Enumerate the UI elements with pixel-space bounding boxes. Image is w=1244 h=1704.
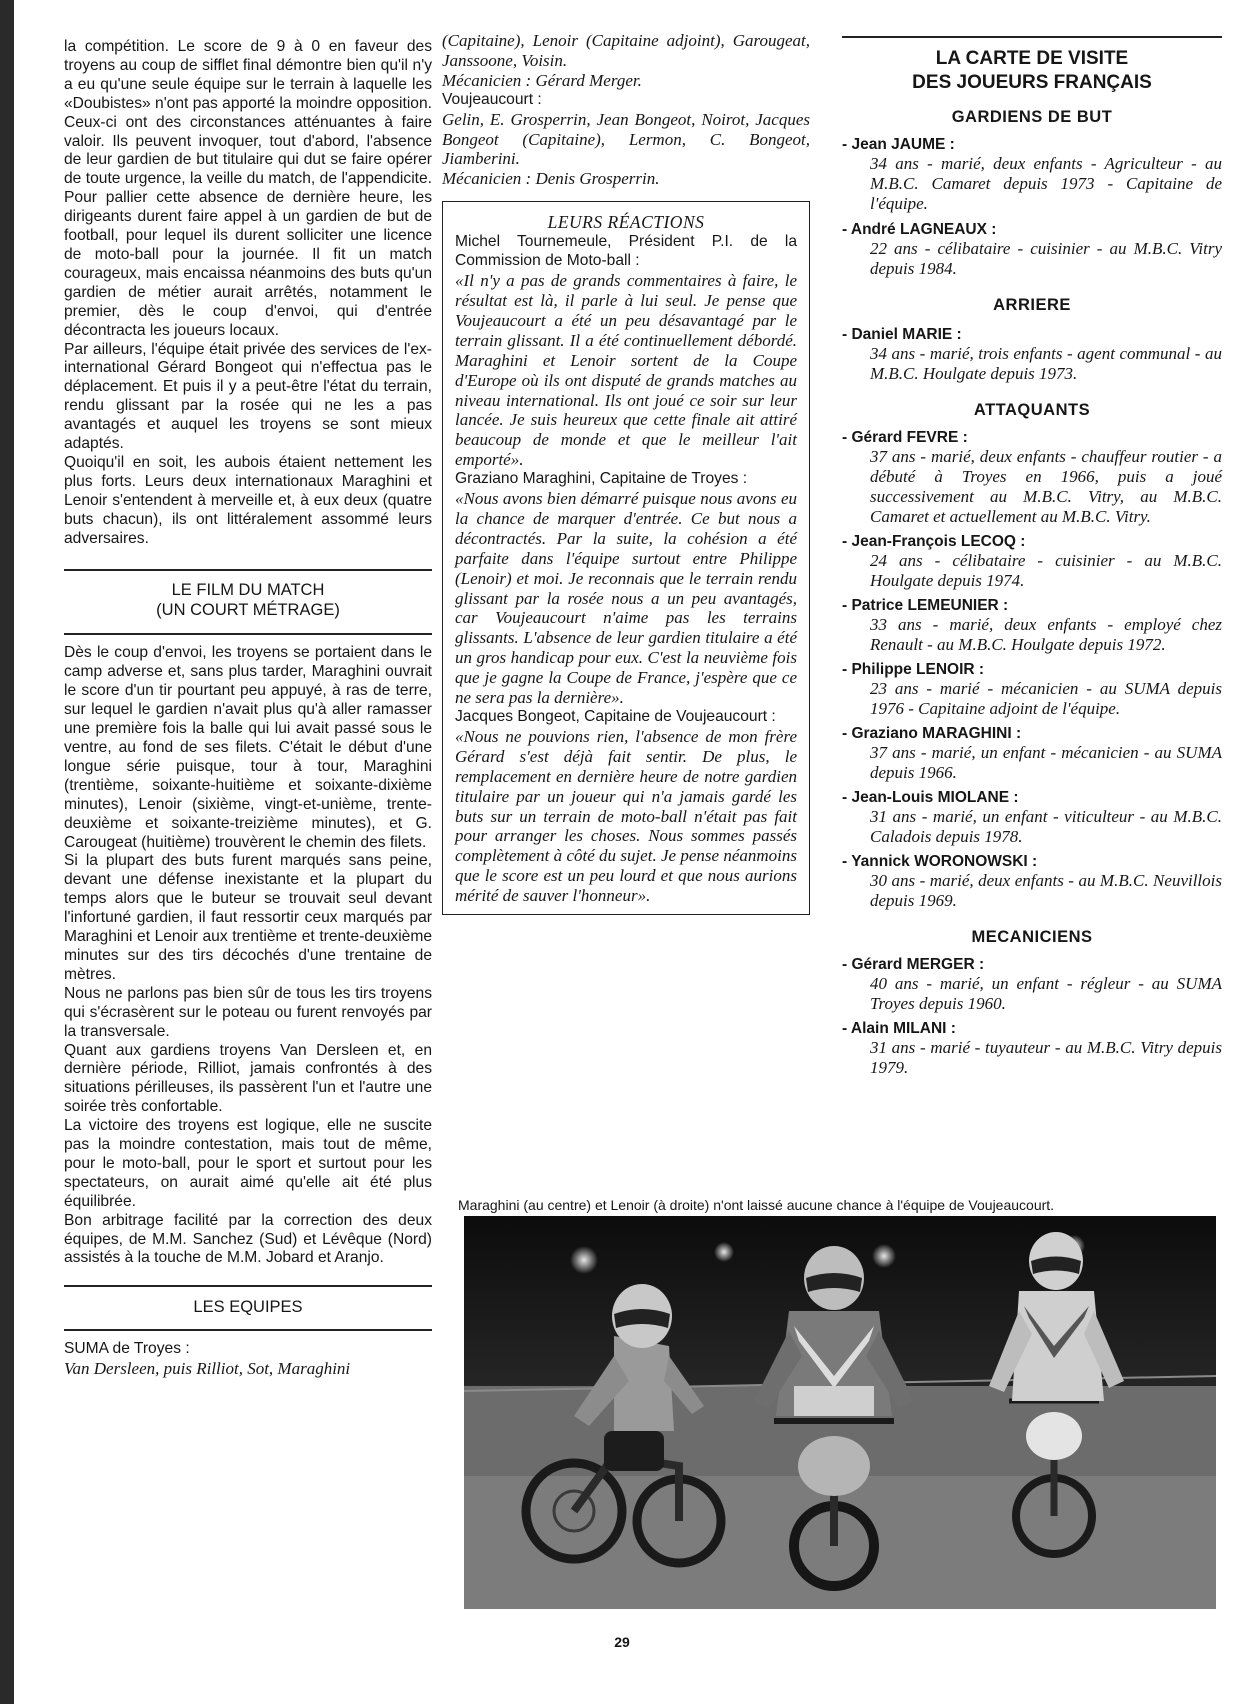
article-paragraph: Quoiqu'il en soit, les aubois étaient nettement les plus forts. Leurs deux internationaux Maraghini et Lenoir s'entendent à merveille et, à eux deux (quatre buts chacun), ils ont littéralement assommé leurs adversaires. bbox=[64, 453, 432, 547]
section-rule bbox=[64, 569, 432, 571]
section-rule bbox=[64, 1285, 432, 1287]
reactions-title: LEURS RÉACTIONS bbox=[547, 212, 705, 233]
column-left bbox=[64, 38, 432, 1379]
player-description: 33 ans - marié, deux enfants - employé chez Renault - au M.B.C. Houlgate depuis 1972. bbox=[870, 615, 1222, 654]
article-paragraph: Nous ne parlons pas bien sûr de tous les tirs troyens qui s'écrasèrent sur le poteau ou furent renvoyés par la transversale. bbox=[64, 984, 432, 1040]
section-heading-defender: ARRIERE bbox=[993, 296, 1071, 314]
reaction-quote: «Il n'y a pas de grands commentaires à faire, le résultat est là, il parle à lui seul. Je pense que Voujeaucourt a été un peu désavantagé par le terrain glissant. Il a été continuellement débordé. Maraghini et Lenoir sortent de la Coupe d'Europe où ils ont disputé de grands matches au niveau international. Ils ont joué ce soir sur leur lancée. Je suis heureux que cette finale ait attiré beaucoup de monde et que le meilleur l'ait emporté». bbox=[455, 271, 797, 470]
team-voujeaucourt-label: Voujeaucourt : bbox=[442, 90, 542, 108]
reaction-speaker: Jacques Bongeot, Capitaine de Voujeaucourt : bbox=[455, 708, 776, 725]
reactions-box bbox=[442, 201, 810, 915]
player-card bbox=[842, 220, 1222, 279]
player-card bbox=[842, 955, 1222, 1014]
film-section-subtitle: (UN COURT MÉTRAGE) bbox=[156, 601, 340, 620]
player-description: 24 ans - célibataire - cuisinier - au M.B.C. Houlgate depuis 1974. bbox=[870, 551, 1222, 590]
reaction-quote: «Nous avons bien démarré puisque nous avons eu la chance de marquer d'entrée. Ce but nous a décontractés. Par la suite, la cohésion a été parfaite dans l'équipe surtout entre Philippe (Lenoir) et moi. Je reconnais que le terrain rendu glissant par la rosée nous a un peu avantagés, car Voujeaucourt n'aime pas les terrains glissants. L'absence de leur gardien titulaire a été un gros handicap pour eux. C'est la neuvième fois que je gagne la Coupe de France, j'espère que ce ne sera pas la dernière». bbox=[455, 489, 797, 708]
player-card bbox=[842, 852, 1222, 911]
team-voujeaucourt-players: Gelin, E. Grosperrin, Jean Bongeot, Noirot, Jacques Bongeot (Capitaine), Lermon, C. Bongeot, Jiamberini. bbox=[442, 109, 810, 169]
player-card bbox=[842, 532, 1222, 591]
player-card bbox=[842, 428, 1222, 527]
team-suma-players-continued: (Capitaine), Lenoir (Capitaine adjoint), Garougeat, Janssoone, Voisin. bbox=[442, 31, 810, 70]
column-right bbox=[842, 36, 1222, 1078]
reaction-quote: «Nous ne pouvions rien, l'absence de mon frère Gérard s'est déjà fait sentir. De plus, le remplacement en dernière heure de notre gardien titulaire par un joueur qui n'a jamais gardé les buts sur un terrain de moto-ball n'était pas fait pour arranger les choses. Nous sommes passés complètement à côté du sujet. Je pense néanmoins que le score est un peu lourd et que nous aurions mérité de sauver l'honneur». bbox=[455, 726, 797, 906]
team-voujeaucourt-mechanic: Mécanicien : Denis Grosperrin. bbox=[442, 169, 660, 189]
section-rule bbox=[842, 36, 1222, 38]
page-number: 29 bbox=[614, 1634, 630, 1650]
section-rule bbox=[64, 1329, 432, 1331]
motoball-riders-illustration bbox=[464, 1216, 1216, 1609]
page-scan-edge bbox=[0, 0, 14, 1704]
player-name: - Graziano MARAGHINI : bbox=[842, 725, 1022, 742]
article-paragraph: la compétition. Le score de 9 à 0 en faveur des troyens au coup de sifflet final démontre bien qu'il n'y a eu qu'une seule équipe sur le terrain à laquelle les «Doubistes» n'ont pas apporté la moindre opposition. Ceux-ci ont des circonstances atténuantes à faire valoir. Ils peuvent invoquer, tout d'abord, l'absence de leur gardien de but titulaire qui dut se faire opérer de toute urgence, la veille du match, de l'appendicite. Pour pallier cette absence de dernière heure, les dirigeants durent faire appel à un gardien de but de football, pour lequel ils durent solliciter une licence de moto-ball pour la journée. Il fit un match courageux, mais encaissa néanmoins des buts qu'un gardien de métier aurait arrêtés, notamment le premier, dès le coup d'envoi, qui d'entrée décontracta les joueurs locaux. bbox=[64, 38, 432, 339]
player-name: - Patrice LEMEUNIER : bbox=[842, 597, 1009, 614]
player-name: - Alain MILANI : bbox=[842, 1020, 956, 1037]
player-description: 40 ans - marié, un enfant - régleur - au SUMA Troyes depuis 1960. bbox=[870, 974, 1222, 1013]
player-description: 34 ans - marié, trois enfants - agent communal - au M.B.C. Houlgate depuis 1973. bbox=[870, 344, 1222, 383]
player-name: - André LAGNEAUX : bbox=[842, 221, 997, 238]
article-paragraph: Par ailleurs, l'équipe était privée des services de l'ex-international Gérard Bongeot qui n'effectua pas le déplacement. Et puis il y a peut-être l'état du terrain, rendu glissant par la rosée qui ne les a pas avantagés et auquel les troyens se sont mieux adaptés. bbox=[64, 340, 432, 453]
player-description: 23 ans - marié - mécanicien - au SUMA depuis 1976 - Capitaine adjoint de l'équipe. bbox=[870, 679, 1222, 718]
player-description: 31 ans - marié - tuyauteur - au M.B.C. Vitry depuis 1979. bbox=[870, 1038, 1222, 1077]
player-name: - Jean-François LECOQ : bbox=[842, 533, 1026, 550]
section-heading-mechanics: MECANICIENS bbox=[971, 928, 1093, 946]
player-description: 30 ans - marié, deux enfants - au M.B.C. Neuvillois depuis 1969. bbox=[870, 871, 1222, 910]
player-cards-subtitle: DES JOUEURS FRANÇAIS bbox=[912, 72, 1152, 93]
player-name: - Gérard FEVRE : bbox=[842, 429, 968, 446]
team-suma-mechanic: Mécanicien : Gérard Merger. bbox=[442, 70, 642, 90]
player-card bbox=[842, 660, 1222, 719]
column-middle bbox=[442, 31, 810, 915]
article-paragraph: Dès le coup d'envoi, les troyens se portaient dans le camp adverse et, sans plus tarder, Maraghini ouvrait le score d'un tir pourtant peu appuyé, à ras de terre, sur lequel le gardien n'avait plus qu'à aller ramasser une première fois la balle qui lui avait passé sous le ventre, au fond de ses filets. C'était le début d'une longue série puisque, tour à tour, Maraghini (trentième, soixante-huitième et soixante-dixième minutes), Lenoir (sixième, vingt-et-unième, trente-deuxième et soixante-treizième minutes), et G. Carougeat (huitième) trouvèrent le chemin des filets. bbox=[64, 644, 432, 851]
team-suma-label: SUMA de Troyes : bbox=[64, 1340, 190, 1358]
player-description: 37 ans - marié, un enfant - mécanicien - au SUMA depuis 1966. bbox=[870, 743, 1222, 782]
player-description: 34 ans - marié, deux enfants - Agriculteur - au M.B.C. Camaret depuis 1973 - Capitaine de l'équipe. bbox=[870, 154, 1222, 213]
teams-section-title: LES EQUIPES bbox=[193, 1298, 303, 1317]
player-card bbox=[842, 724, 1222, 783]
film-section-title: LE FILM DU MATCH bbox=[171, 581, 325, 600]
player-name: - Jean-Louis MIOLANE : bbox=[842, 789, 1019, 806]
player-description: 22 ans - célibataire - cuisinier - au M.B.C. Vitry depuis 1984. bbox=[870, 239, 1222, 278]
article-paragraph: La victoire des troyens est logique, elle ne suscite pas la moindre contestation, mais tout de même, pour le moto-ball, pour le sport et surtout pour les spectateurs, on aurait aimé qu'elle ait été plus équilibrée. bbox=[64, 1117, 432, 1210]
section-rule bbox=[64, 633, 432, 635]
player-card bbox=[842, 788, 1222, 847]
article-paragraph: Si la plupart des buts furent marqués sans peine, devant une défense inexistante et la plupart du temps alors que le buteur se trouvait seul devant l'infortuné gardien, il faut ressortir ceux marqués par Maraghini et Lenoir aux trentième et trente-deuxième minutes sur des tirs décochés d'une trentaine de mètres. bbox=[64, 852, 432, 983]
team-suma-players: Van Dersleen, puis Rilliot, Sot, Maraghini bbox=[64, 1359, 351, 1379]
player-card bbox=[842, 135, 1222, 214]
player-cards-title: LA CARTE DE VISITE bbox=[935, 48, 1129, 69]
section-heading-forwards: ATTAQUANTS bbox=[973, 401, 1091, 419]
section-heading-goalkeepers: GARDIENS DE BUT bbox=[951, 108, 1113, 126]
player-description: 31 ans - marié, un enfant - viticulteur - au M.B.C. Caladois depuis 1978. bbox=[870, 807, 1222, 846]
player-name: - Gérard MERGER : bbox=[842, 956, 985, 973]
reaction-speaker: Michel Tournemeule, Président P.I. de la Commission de Moto-ball : bbox=[455, 233, 797, 270]
player-card bbox=[842, 1019, 1222, 1078]
reaction-speaker: Graziano Maraghini, Capitaine de Troyes : bbox=[455, 470, 748, 488]
player-name: - Philippe LENOIR : bbox=[842, 661, 985, 678]
player-card bbox=[842, 325, 1222, 384]
player-description: 37 ans - marié, deux enfants - chauffeur routier - a débuté à Troyes en 1966, puis a joué successivement au M.B.C. Vitry, au M.B.C. Camaret et actuellement au M.B.C. Vitry. bbox=[870, 447, 1222, 526]
player-name: - Jean JAUME : bbox=[842, 136, 955, 153]
player-name: - Yannick WORONOWSKI : bbox=[842, 853, 1038, 870]
photo-caption: Maraghini (au centre) et Lenoir (à droite) n'ont laissé aucune chance à l'équipe de Voujeaucourt. bbox=[458, 1197, 1055, 1213]
player-card bbox=[842, 596, 1222, 655]
match-photo bbox=[464, 1216, 1216, 1609]
article-paragraph: Bon arbitrage facilité par la correction des deux équipes, de M.M. Sanchez (Sud) et Lévêque (Nord) assistés à la touche de M.M. Jobard et Aranjo. bbox=[64, 1211, 432, 1267]
article-paragraph: Quant aux gardiens troyens Van Dersleen et, en dernière période, Rilliot, jamais confrontés à des situations périlleuses, ils passèrent l'un et l'autre une soirée très confortable. bbox=[64, 1041, 432, 1116]
player-name: - Daniel MARIE : bbox=[842, 326, 962, 343]
